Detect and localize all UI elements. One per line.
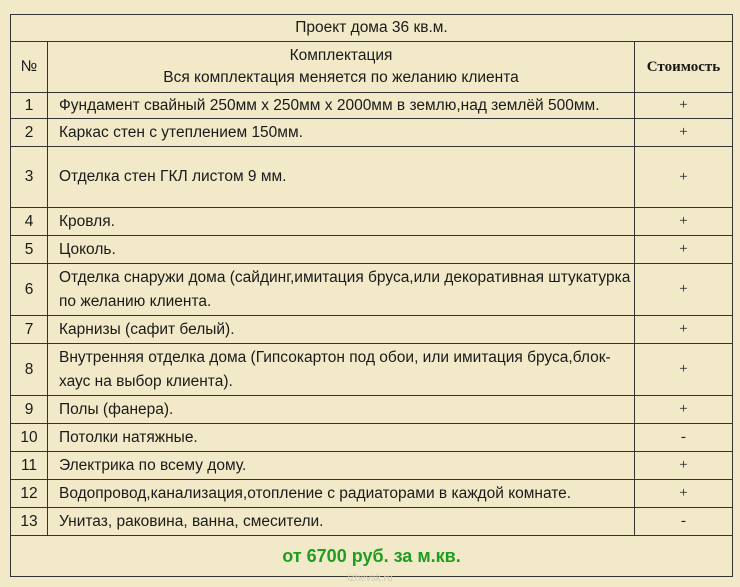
row-description: Потолки натяжные. — [48, 424, 635, 452]
table-row — [11, 119, 733, 147]
row-number: 13 — [11, 508, 48, 536]
row-number: 11 — [11, 452, 48, 480]
row-description: Унитаз, раковина, ванна, смесители. — [48, 508, 635, 536]
table-row — [11, 396, 733, 424]
row-number: 4 — [11, 208, 48, 236]
row-number: 3 — [11, 147, 48, 208]
row-cost-mark: + — [635, 480, 733, 508]
table-row — [11, 424, 733, 452]
table-row — [11, 93, 733, 119]
row-cost-mark: + — [635, 147, 733, 208]
table-row — [11, 480, 733, 508]
row-cost-mark: + — [635, 236, 733, 264]
row-number: 10 — [11, 424, 48, 452]
row-cost-mark: + — [635, 264, 733, 316]
row-description: Фундамент свайный 250мм х 250мм х 2000мм в землю,над землёй 500мм. — [48, 93, 635, 119]
header-cost: Стоимость — [635, 42, 733, 93]
row-description: Электрика по всему дому. — [48, 452, 635, 480]
row-number: 7 — [11, 316, 48, 344]
table-row — [11, 208, 733, 236]
table-row — [11, 316, 733, 344]
table-title: Проект дома 36 кв.м. — [11, 15, 733, 42]
row-cost-mark: - — [635, 424, 733, 452]
table-row — [11, 344, 733, 396]
header-equipment-note: Вся комплектация меняется по желанию клиента — [163, 69, 519, 86]
header-equipment-title: Комплектация — [289, 47, 393, 64]
row-number: 1 — [11, 93, 48, 119]
row-description: Полы (фанера). — [48, 396, 635, 424]
row-number: 5 — [11, 236, 48, 264]
project-table — [10, 14, 733, 577]
row-number: 8 — [11, 344, 48, 396]
table-row — [11, 147, 733, 208]
price-row — [11, 536, 733, 577]
table-row — [11, 236, 733, 264]
price-text: от 6700 руб. за м.кв. — [282, 545, 461, 566]
header-row — [11, 42, 733, 93]
table-row — [11, 264, 733, 316]
row-number: 9 — [11, 396, 48, 424]
row-cost-mark: + — [635, 344, 733, 396]
row-description: Карнизы (сафит белый). — [48, 316, 635, 344]
row-description: Отделка снаружи дома (сайдинг,имитация бруса,или декоративная штукатурка по желанию клиента. — [48, 264, 635, 316]
row-number: 2 — [11, 119, 48, 147]
project-table-container — [10, 14, 732, 577]
row-description: Цоколь. — [48, 236, 635, 264]
row-cost-mark: + — [635, 396, 733, 424]
row-description: Внутренняя отделка дома (Гипсокартон под обои, или имитация бруса,блок- хаус на выбор клиента). — [48, 344, 635, 396]
watermark: izhevsk.ru — [347, 573, 393, 584]
row-description: Отделка стен ГКЛ листом 9 мм. — [48, 147, 635, 208]
row-cost-mark: + — [635, 208, 733, 236]
header-num: № — [11, 42, 48, 93]
header-equipment — [48, 42, 635, 93]
row-cost-mark: + — [635, 452, 733, 480]
row-cost-mark: + — [635, 316, 733, 344]
row-description: Каркас стен с утеплением 150мм. — [48, 119, 635, 147]
row-description: Кровля. — [48, 208, 635, 236]
row-description: Водопровод,канализация,отопление с радиаторами в каждой комнате. — [48, 480, 635, 508]
row-cost-mark: + — [635, 93, 733, 119]
table-row — [11, 452, 733, 480]
table-row — [11, 508, 733, 536]
row-number: 6 — [11, 264, 48, 316]
row-number: 12 — [11, 480, 48, 508]
row-cost-mark: - — [635, 508, 733, 536]
row-cost-mark: + — [635, 119, 733, 147]
